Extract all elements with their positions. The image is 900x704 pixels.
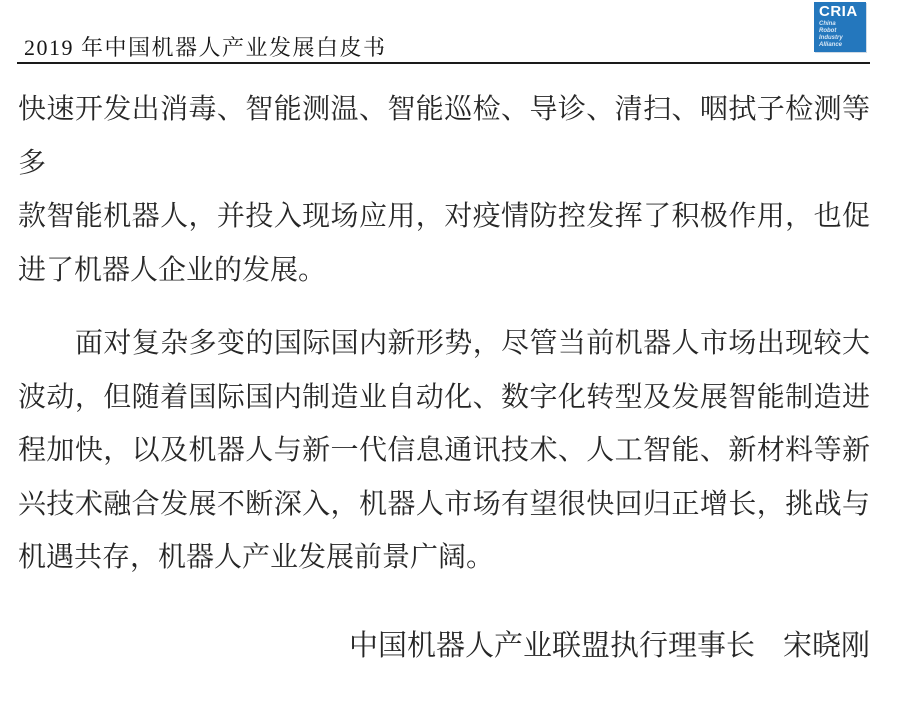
logo-org-line: Industry	[819, 35, 843, 41]
paragraph-2-line-2: 波动，但随着国际国内制造业自动化、数字化转型及发展智能制造进	[18, 381, 870, 413]
cria-logo-org-name	[819, 21, 866, 49]
paragraph-2-line-4: 兴技术融合发展不断深入，机器人市场有望很快回归正增长，挑战与	[18, 488, 870, 520]
paragraph-1	[18, 83, 870, 297]
document-header-title: 2019 年中国机器人产业发展白皮书	[24, 35, 387, 60]
paragraph-2-line-1: 面对复杂多变的国际国内新形势，尽管当前机器人市场出现较大	[75, 328, 870, 359]
signature-line	[349, 627, 870, 665]
paragraph-1-line-1: 快速开发出消毒、智能测温、智能巡检、导诊、清扫、咽拭子检测等多	[18, 94, 870, 179]
paragraph-1-line-3: 进了机器人企业的发展。	[18, 254, 327, 286]
paragraph-2	[18, 317, 870, 585]
signature-role: 中国机器人产业联盟执行理事长	[348, 630, 755, 662]
paragraph-2-line-3: 程加快，以及机器人与新一代信息通讯技术、人工智能、新材料等新	[18, 435, 870, 466]
cria-logo-acronym: CRIA	[819, 3, 858, 20]
cria-logo	[814, 2, 866, 52]
signature-name: 宋晓刚	[782, 630, 870, 662]
logo-org-line: Robot	[819, 28, 837, 34]
paragraph-1-line-2: 款智能机器人，并投入现场应用，对疫情防控发挥了积极作用，也促	[18, 201, 870, 232]
document-body	[18, 83, 870, 585]
paragraph-2-line-5: 机遇共存，机器人产业发展前景广阔。	[18, 542, 495, 573]
header-divider-line	[17, 62, 870, 64]
logo-org-line: Alliance	[819, 42, 843, 48]
logo-org-line: China	[819, 21, 836, 27]
